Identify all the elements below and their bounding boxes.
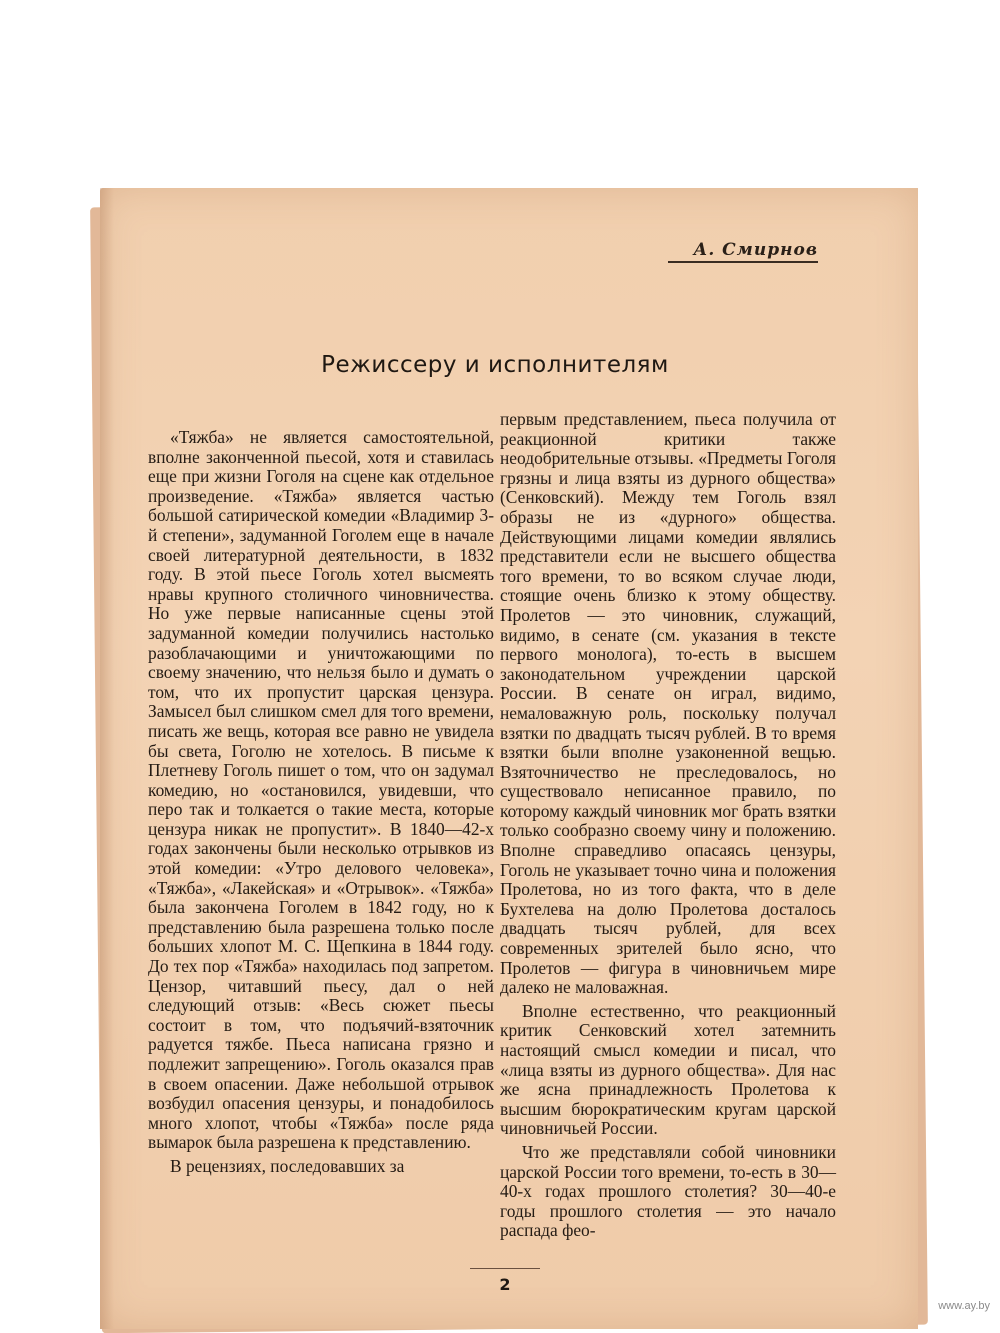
paragraph: «Тяжба» не является самостоятельной, вполне законченной пьесой, хотя и ставилась еще при жизни Гоголя на сцене как отдельное произведение. «Тяжба» является частью большой сатирической комедии «Владимир 3-й степени», задуманной Гоголем еще в начале своей литературной деятельности, в 1832 году. В этой пьесе Гоголь хотел высмеять нравы крупного столичного чиновничества. Но уже первые написанные сцены этой задуманной комедии получились настолько разоблачающими и уничтожающими по своему значению, что нельзя было и думать о том, что их пропустит царская цензура. Замысел был слишком смел для того времени, писать же вещь, которая все равно не увидела бы света, Гоголю не хотелось. В письме к Плетневу Гоголь пишет о том, что он задумал комедию, но «остановился, увидевши, что перо так и толкается о такие места, которые цензура никак не пропустит». В 1840—42-х годах закончены были несколько отрывков из этой комедии: «Утро делового человека», «Тяжба», «Лакейская» и «Отрывок». «Тяжба» была закончена Гоголем в 1842 году, но к представлению была разрешена только после больших хлопот М. С. Щепкина в 1844 году. До тех пор «Тяжба» находилась под запретом. Цензор, читавший пьесу, дал о ней следующий отзыв: «Весь сюжет пьесы состоит в том, что подъячий-взяточник радуется тяжбе. Пьеса написана грязно и подлежит запрещению». Гоголь оказался прав в своем опасении. Даже небольшой отрывок возбудил опасения цензуры, и понадобилось много хлопот, чтобы «Тяжба» после ряда вымарок была разрешена к представлению. bbox=[148, 427, 494, 1153]
page-number: 2 bbox=[470, 1268, 540, 1294]
paragraph: В рецензиях, последовавших за bbox=[170, 1155, 405, 1176]
article-title: Режиссеру и исполнителям bbox=[321, 352, 669, 378]
right-column bbox=[500, 410, 836, 1241]
left-column bbox=[148, 428, 494, 1177]
paragraph: Что же представляли собой чиновники царской России того времени, то-есть в 30—40-х годах прошлого столетия? 30—40-е годы прошлого столетия — это начало распада фео- bbox=[500, 1141, 836, 1241]
watermark: www.ay.by bbox=[938, 1300, 990, 1312]
paragraph-continued: первым представлением, пьеса получила от реакционной критики также неодобрительные отзывы. «Предметы Гоголя грязны и лица взяты из дурного общества» (Сенковский). Между тем Гоголь взял образы не из «дурного» общества. Действующими лицами комедии являлись представители если не высшего общества того времени, то во всяком случае люди, стоящие очень близко к этому обществу. Пролетов — это чиновник, служащий, видимо, в сенате (см. указания в тексте первого монолога), то-есть в высшем законодательном учреждении царской России. В сенате он играл, видимо, немаловажную роль, поскольку получал взятки по двадцать тысяч рублей. В то время взятки были вполне узаконенной вещью. Взяточничество не преследовалось, но существовало неписанное правило, по которому каждый чиновник мог брать взятки только сообразно своему чину и положению. Вполне справедливо опасаясь цензуры, Гоголь не указывает точно чина и положения Пролетова, но из того факта, что в деле Бухтелева на долю Пролетова досталось двадцать тысяч рублей, для всех современных зрителей было ясно, что Пролетов — фигура в чиновничьем мире далеко не маловажная. bbox=[500, 409, 836, 998]
paragraph: Вполне естественно, что реакционный критик Сенковский хотел затемнить настоящий смысл комедии и писал, что «лица взяты из дурного общества». Для нас же ясна принадлежность Пролетова к высшим бюрократическим кругам царской чиновничьей России. bbox=[500, 1000, 836, 1139]
author-name: А. Смирнов bbox=[668, 240, 818, 263]
